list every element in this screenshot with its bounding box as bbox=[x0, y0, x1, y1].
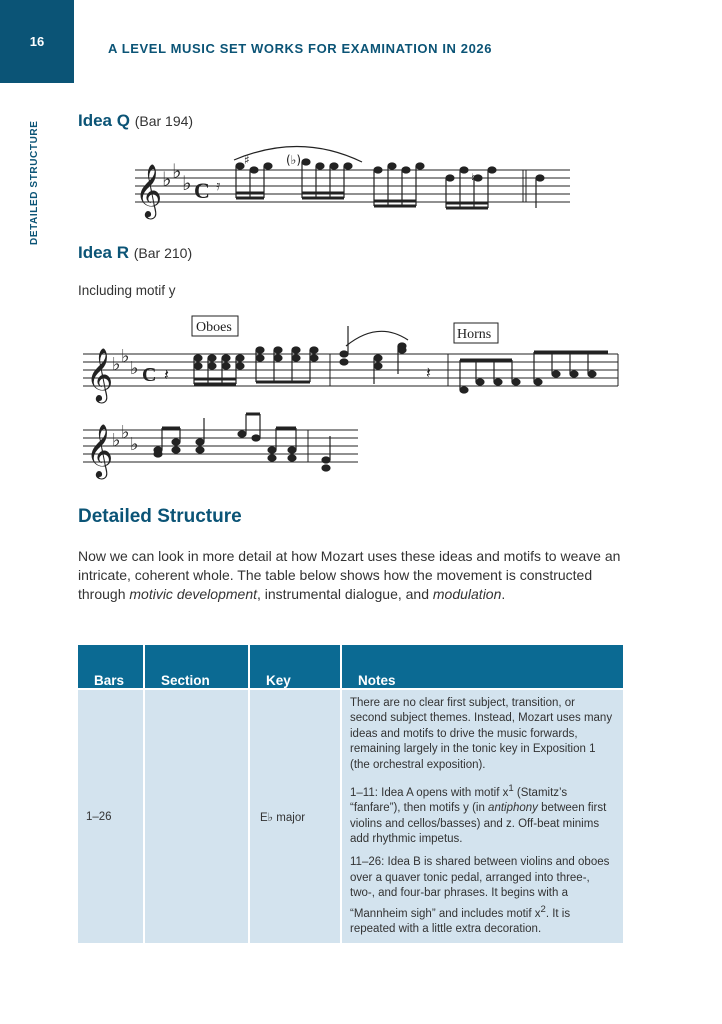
flat-icon: ♭ bbox=[121, 422, 130, 443]
note-paragraph: 1–11: Idea A opens with motif $x^1$ (Stamitz’s “fanfare”), then motifs y (in antiphony between first violins and cellos/basses) and z. Off-beat minims add rhythmic impetus. bbox=[350, 783, 607, 846]
flat-icon: ♭ bbox=[182, 171, 192, 195]
flat-icon: ♭ bbox=[112, 354, 121, 375]
idea-r-label: Idea R bbox=[78, 243, 130, 262]
idea-q-bar-ref: (Bar 194) bbox=[134, 113, 194, 129]
time-signature: C bbox=[194, 178, 210, 203]
flat-icon: (♭) bbox=[286, 153, 302, 167]
idea-q-label: Idea Q bbox=[78, 111, 130, 130]
table-row bbox=[78, 689, 623, 943]
side-section-label: DETAILED STRUCTURE bbox=[29, 120, 40, 245]
section-cell bbox=[144, 689, 249, 943]
note-paragraph: 11–26: Idea B is shared between violins and oboes over a quaver tonic pedal, arranged into three-, two-, and four-bar phrases. It begins with a “Mannheim sigh” and includes motif $x^2$. It is repeated with a little extra decoration. bbox=[350, 856, 610, 935]
column-header-bars: Bars bbox=[78, 645, 144, 689]
bars-cell: 1–26 bbox=[78, 689, 144, 943]
intro-paragraph: Now we can look in more detail at how Mozart uses these ideas and motifs to weave an intricate, coherent whole. The table below shows how the movement is constructed through motivic development, instrumental dialogue, and modulation. bbox=[78, 548, 621, 602]
rest-icon: 𝄽 bbox=[164, 365, 169, 384]
treble-clef-icon: 𝄞 bbox=[86, 347, 114, 401]
idea-r-caption: Including motif y bbox=[78, 283, 176, 298]
flat-icon: ♭ bbox=[130, 358, 139, 379]
flat-icon: ♭ bbox=[121, 346, 130, 367]
header-title: A LEVEL MUSIC SET WORKS FOR EXAMINATION IN 2026 bbox=[108, 41, 493, 56]
idea-q-score bbox=[130, 140, 580, 220]
flat-icon: ♭ bbox=[112, 430, 121, 451]
flat-icon: ♭ bbox=[130, 434, 139, 455]
column-header-key: Key bbox=[249, 645, 341, 689]
flat-icon: ♭ bbox=[172, 159, 182, 183]
idea-r-bar-ref: (Bar 210) bbox=[133, 245, 193, 261]
key-cell: E♭ major bbox=[249, 689, 341, 943]
note-paragraph: There are no clear first subject, transition, or second subject themes. Instead, Mozart uses many ideas and motifs to drive the music forwards, remaining largely in the tonic key in Exposition 1 (the orchestral exposition). bbox=[350, 697, 613, 771]
notes-cell bbox=[341, 689, 623, 943]
rest-icon: 𝄽 bbox=[426, 363, 431, 382]
flat-icon: ♭ bbox=[162, 167, 172, 191]
instrument-label-oboes: Oboes bbox=[196, 320, 232, 335]
idea-q-heading bbox=[78, 111, 193, 131]
structure-table bbox=[78, 645, 623, 943]
treble-clef-icon: 𝄞 bbox=[86, 423, 114, 477]
time-signature: C bbox=[142, 364, 157, 386]
idea-r-heading bbox=[78, 243, 192, 263]
natural-icon: ♮ bbox=[471, 171, 476, 185]
column-header-section: Section bbox=[144, 645, 249, 689]
column-header-notes: Notes bbox=[341, 645, 623, 689]
page-number: 16 bbox=[0, 0, 74, 83]
instrument-label-horns: Horns bbox=[457, 327, 492, 342]
table-header-row bbox=[78, 645, 623, 689]
rest-icon: 𝄿 bbox=[216, 178, 221, 194]
sharp-icon: ♯ bbox=[244, 153, 250, 167]
idea-r-score bbox=[78, 310, 638, 485]
section-heading: Detailed Structure bbox=[78, 506, 242, 527]
treble-clef-icon: 𝄞 bbox=[135, 163, 163, 217]
